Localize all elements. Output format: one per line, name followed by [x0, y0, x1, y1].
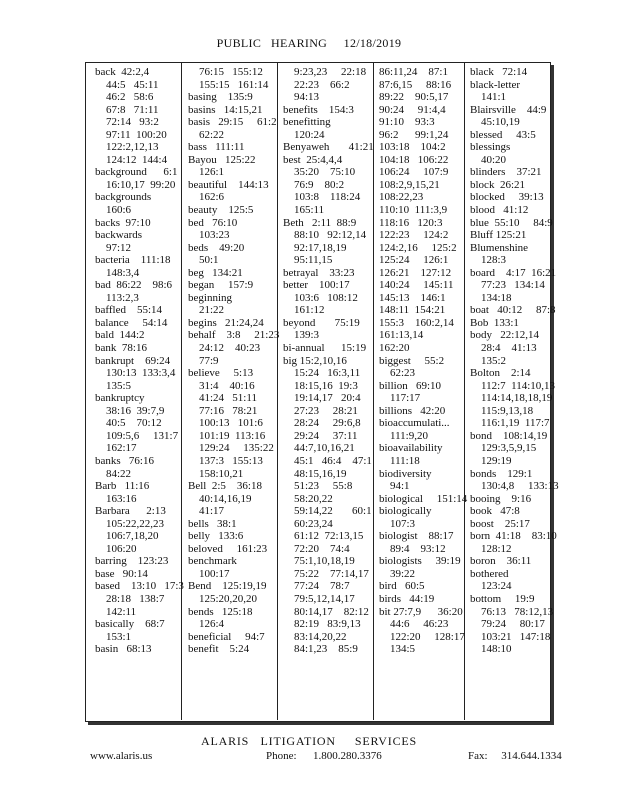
index-entry-line: 135:5: [95, 379, 132, 392]
index-entry-line: 165:11: [283, 204, 325, 217]
index-entry-line: bankruptcy: [95, 392, 145, 405]
index-entry-line: 163:16: [95, 492, 137, 505]
index-entry-line: 117:17: [379, 392, 421, 405]
index-column-1: [95, 66, 184, 656]
index-entry-line: benefit 5:24: [188, 643, 250, 656]
index-entry-line: blocked 39:13: [470, 191, 544, 204]
index-entry-line: beg 134:21: [188, 266, 243, 279]
index-entry-line: 162:6: [188, 191, 225, 204]
index-entry-line: basin 68:13: [95, 643, 152, 656]
index-entry-line: 118:16 120:3: [379, 216, 443, 229]
index-entry-line: 114:14,18,18,19: [470, 392, 553, 405]
index-entry-line: 80:14,17 82:12: [283, 605, 369, 618]
index-entry-line: believe 5:13: [188, 367, 254, 380]
index-entry-line: 44:5 45:11: [95, 78, 159, 91]
index-column-5: [470, 66, 559, 656]
index-entry-line: 87:6,15 88:16: [379, 78, 452, 91]
index-entry-line: body 22:12,14: [470, 329, 540, 342]
index-entry-line: 95:11,15: [283, 254, 333, 267]
index-entry-line: backwards: [95, 229, 143, 242]
index-entry-line: barring 123:23: [95, 555, 169, 568]
index-entry-line: 110:10 111:3,9: [379, 204, 448, 217]
index-entry-line: beginning: [188, 291, 232, 304]
index-entry-line: 16:10,17 99:20: [95, 178, 176, 191]
index-entry-line: 148:3,4: [95, 266, 140, 279]
index-entry-line: 72:20 74:4: [283, 542, 350, 555]
index-entry-line: bald 144:2: [95, 329, 145, 342]
index-entry-line: 148:11 154:21: [379, 304, 446, 317]
index-entry-line: 19:14,17 20:4: [283, 392, 361, 405]
index-entry-line: 129:3,5,9,15: [470, 442, 537, 455]
index-entry-line: 155:15 161:14: [188, 78, 269, 91]
index-column-4: [379, 66, 468, 656]
index-entry-line: Blairsville 44:9: [470, 103, 547, 116]
index-column-2: [188, 66, 280, 656]
index-entry-line: basins 14:15,21: [188, 103, 263, 116]
index-entry-line: 9:23,23 22:18: [283, 66, 367, 78]
index-entry-line: 48:15,16,19: [283, 467, 347, 480]
index-entry-line: 126:21 127:12: [379, 266, 452, 279]
index-entry-line: booing 9:16: [470, 492, 532, 505]
index-entry-line: bad 86:22 98:6: [95, 279, 172, 292]
index-entry-line: Bob 133:1: [470, 316, 519, 329]
index-entry-line: 142:11: [95, 605, 137, 618]
index-entry-line: 134:18: [470, 291, 512, 304]
index-entry-line: 84:1,23 85:9: [283, 643, 358, 656]
index-entry-line: 111:9,20: [379, 429, 428, 442]
index-entry-line: 124:2,16 125:2: [379, 241, 457, 254]
index-entry-line: basically 68:7: [95, 618, 165, 631]
index-entry-line: 122:2,12,13: [95, 141, 159, 154]
index-entry-line: bothered: [470, 567, 509, 580]
index-entry-line: 50:1: [188, 254, 219, 267]
index-entry-line: 108:2,9,15,21: [379, 178, 440, 191]
index-entry-line: 27:23 28:21: [283, 404, 358, 417]
index-entry-line: 45:1 46:4 47:1: [283, 454, 372, 467]
index-entry-line: 77:16 78:21: [188, 404, 258, 417]
index-entry-line: 76:15 155:12: [188, 66, 263, 78]
index-entry-line: bends 125:18: [188, 605, 253, 618]
index-entry-line: billions 42:20: [379, 404, 446, 417]
index-entry-line: boost 25:17: [470, 517, 530, 530]
index-entry-line: blessings: [470, 141, 511, 154]
index-entry-line: 162:17: [95, 442, 137, 455]
index-entry-line: 62:22: [188, 128, 225, 141]
index-entry-line: 28:18 138:7: [95, 592, 165, 605]
index-entry-line: backgrounds: [95, 191, 152, 204]
index-entry-line: 84:22: [95, 467, 132, 480]
index-entry-line: 106:7,18,20: [95, 530, 159, 543]
index-entry-line: bond 108:14,19: [470, 429, 548, 442]
index-entry-line: 109:5,6 131:7: [95, 429, 179, 442]
index-entry-line: biological 151:14: [379, 492, 468, 505]
index-entry-line: 41:17: [188, 505, 225, 518]
index-entry-line: 28:24 29:6,8: [283, 417, 361, 430]
index-entry-line: bioavailability: [379, 442, 443, 455]
index-entry-line: 141:1: [470, 91, 507, 104]
index-entry-line: 100:13 101:6: [188, 417, 263, 430]
index-entry-line: biologist 88:17: [379, 530, 454, 543]
index-entry-line: 75:22 77:14,17: [283, 567, 369, 580]
index-entry-line: beds 49:20: [188, 241, 245, 254]
index-entry-line: 79:5,12,14,17: [283, 592, 355, 605]
index-entry-line: blinders 37:21: [470, 166, 542, 179]
index-entry-line: 106:24 107:9: [379, 166, 449, 179]
index-entry-line: 153:1: [95, 630, 132, 643]
index-entry-line: big 15:2,10,16: [283, 354, 347, 367]
index-entry-line: 40:5 70:12: [95, 417, 162, 430]
index-entry-line: 59:14,22 60:1: [283, 505, 372, 518]
index-entry-line: 105:22,22,23: [95, 517, 165, 530]
index-entry-line: Barb 11:16: [95, 480, 150, 493]
index-entry-line: boat 40:12 87:8: [470, 304, 556, 317]
index-entry-line: Bolton 2:14: [470, 367, 531, 380]
index-column-3: [283, 66, 374, 656]
index-entry-line: 115:9,13,18: [470, 404, 534, 417]
index-entry-line: 60:23,24: [283, 517, 333, 530]
index-entry-line: bank 78:16: [95, 342, 147, 355]
index-entry-line: 120:24: [283, 128, 325, 141]
index-entry-line: 134:5: [379, 643, 416, 656]
index-entry-line: 40:20: [470, 153, 507, 166]
index-entry-line: beneficial 94:7: [188, 630, 265, 643]
index-entry-line: Barbara 2:13: [95, 505, 166, 518]
index-entry-line: 15:24 16:3,11: [283, 367, 361, 380]
index-entry-line: 83:14,20,22: [283, 630, 347, 643]
index-entry-line: Blumenshine: [470, 241, 529, 254]
column-divider: [277, 62, 278, 720]
index-entry-line: background 6:1: [95, 166, 178, 179]
index-entry-line: 129:19: [470, 454, 512, 467]
index-entry-line: 129:24 135:22: [188, 442, 274, 455]
index-entry-line: 124:12 144:4: [95, 153, 168, 166]
index-entry-line: 89:22 90:5,17: [379, 91, 449, 104]
index-entry-line: Bell 2:5 36:18: [188, 480, 262, 493]
index-entry-line: 31:4 40:16: [188, 379, 255, 392]
index-entry-line: board 4:17 16:21: [470, 266, 557, 279]
index-entry-line: 77:23 134:14: [470, 279, 545, 292]
index-entry-line: 89:4 93:12: [379, 542, 446, 555]
index-entry-line: boron 36:11: [470, 555, 532, 568]
index-entry-line: 125:24 126:1: [379, 254, 449, 267]
index-entry-line: 35:20 75:10: [283, 166, 356, 179]
index-entry-line: birds 44:19: [379, 592, 435, 605]
index-entry-line: 90:24 91:4,4: [379, 103, 446, 116]
index-entry-line: 77:24 78:7: [283, 580, 350, 593]
index-entry-line: bi-annual 15:19: [283, 342, 367, 355]
index-entry-line: Beth 2:11 88:9: [283, 216, 357, 229]
index-entry-line: 116:1,19 117:7: [470, 417, 550, 430]
index-entry-line: 123:24: [470, 580, 512, 593]
index-entry-line: biologically: [379, 505, 432, 518]
index-entry-line: 22:23 66:2: [283, 78, 350, 91]
index-entry-line: better 100:17: [283, 279, 350, 292]
index-entry-line: 162:20: [379, 342, 410, 355]
page-header: PUBLIC HEARING 12/18/2019: [216, 36, 402, 50]
index-entry-line: 140:24 145:11: [379, 279, 454, 292]
index-entry-line: 113:2,3: [95, 291, 139, 304]
index-entry-line: blood 41:12: [470, 204, 529, 217]
index-entry-line: 29:24 37:11: [283, 429, 358, 442]
index-entry-line: 126:1: [188, 166, 225, 179]
index-entry-line: 128:12: [470, 542, 512, 555]
index-entry-line: 46:2 58:6: [95, 91, 154, 104]
index-entry-line: 103:6 108:12: [283, 291, 358, 304]
index-entry-line: bird 60:5: [379, 580, 425, 593]
index-entry-line: 94:13: [283, 91, 320, 104]
index-entry-line: biggest 55:2: [379, 354, 445, 367]
index-entry-line: back 42:2,4: [95, 66, 150, 78]
index-entry-line: 82:19 83:9,13: [283, 618, 361, 631]
footer-fax: Fax: 314.644.1334: [468, 750, 562, 762]
index-entry-line: 76:9 80:2: [283, 178, 345, 191]
index-entry-line: 103:18 104:2: [379, 141, 446, 154]
index-entry-line: black-letter: [470, 78, 521, 91]
index-entry-line: 75:1,10,18,19: [283, 555, 355, 568]
index-entry-line: bells 38:1: [188, 517, 237, 530]
footer-website: www.alaris.us: [90, 750, 153, 762]
index-entry-line: 103:21 147:18: [470, 630, 551, 643]
index-entry-line: belly 133:6: [188, 530, 244, 543]
index-entry-line: 91:10 93:3: [379, 116, 435, 129]
index-entry-line: 160:6: [95, 204, 132, 217]
index-entry-line: 130:4,8 133:13: [470, 480, 559, 493]
index-entry-line: behalf 3:8 21:23: [188, 329, 280, 342]
index-entry-line: Bluff 125:21: [470, 229, 527, 242]
index-entry-line: bed 76:10: [188, 216, 238, 229]
footer-company: ALARIS LITIGATION SERVICES: [201, 734, 417, 748]
index-entry-line: 101:19 113:16: [188, 429, 266, 442]
index-entry-line: beloved 161:23: [188, 542, 268, 555]
index-entry-line: 86:11,24 87:1: [379, 66, 448, 78]
index-entry-line: 155:3 160:2,14: [379, 316, 454, 329]
index-entry-line: 44:7,10,16,21: [283, 442, 355, 455]
index-entry-line: 100:17: [188, 567, 230, 580]
index-entry-line: billion 69:10: [379, 379, 442, 392]
index-entry-line: betrayal 33:23: [283, 266, 355, 279]
index-entry-line: bankrupt 69:24: [95, 354, 171, 367]
index-entry-line: Benyaweh 41:21: [283, 141, 374, 154]
index-entry-line: bacteria 111:18: [95, 254, 171, 267]
index-entry-line: 38:16 39:7,9: [95, 404, 165, 417]
index-entry-line: born 41:18 83:10: [470, 530, 557, 543]
index-entry-line: 88:10 92:12,14: [283, 229, 367, 242]
index-entry-line: benefitting: [283, 116, 331, 129]
index-entry-line: 76:13 78:12,13: [470, 605, 554, 618]
index-entry-line: 148:10: [470, 643, 512, 656]
index-entry-line: balance 54:14: [95, 316, 168, 329]
index-entry-line: 72:14 93:2: [95, 116, 159, 129]
index-entry-line: 39:22: [379, 567, 416, 580]
index-entry-line: 122:20 128:17: [379, 630, 465, 643]
index-entry-line: 103:8 118:24: [283, 191, 361, 204]
index-entry-line: 112:7 114:10,13: [470, 379, 556, 392]
index-entry-line: 125:20,20,20: [188, 592, 258, 605]
index-entry-line: 92:17,18,19: [283, 241, 347, 254]
index-entry-line: 28:4 41:13: [470, 342, 537, 355]
index-entry-line: blue 55:10 84:9: [470, 216, 553, 229]
index-entry-line: benchmark: [188, 555, 237, 568]
index-entry-line: benefits 154:3: [283, 103, 354, 116]
index-entry-line: based 13:10 17:3: [95, 580, 184, 593]
index-entry-line: basis 29:15 61:2: [188, 116, 277, 129]
index-entry-line: 111:18: [379, 454, 420, 467]
index-entry-line: beautiful 144:13: [188, 178, 269, 191]
index-entry-line: Bayou 125:22: [188, 153, 256, 166]
index-entry-line: base 90:14: [95, 567, 148, 580]
index-entry-line: 108:22,23: [379, 191, 424, 204]
index-entry-line: beyond 75:19: [283, 316, 360, 329]
index-entry-line: 44:6 46:23: [379, 618, 449, 631]
index-entry-line: 107:3: [379, 517, 416, 530]
index-entry-line: beauty 125:5: [188, 204, 254, 217]
index-entry-line: 21:22: [188, 304, 225, 317]
index-entry-line: block 26:21: [470, 178, 525, 191]
index-entry-line: 103:23: [188, 229, 230, 242]
index-entry-line: 104:18 106:22: [379, 153, 449, 166]
index-entry-line: 106:20: [95, 542, 137, 555]
index-entry-line: 94:1: [379, 480, 410, 493]
index-entry-line: biologists 39:19: [379, 555, 461, 568]
index-entry-line: baffled 55:14: [95, 304, 163, 317]
index-entry-line: black 72:14: [470, 66, 528, 78]
index-entry-line: 58:20,22: [283, 492, 333, 505]
index-entry-line: 135:2: [470, 354, 507, 367]
index-entry-line: bit 27:7,9 36:20: [379, 605, 463, 618]
index-entry-line: 96:2 99:1,24: [379, 128, 449, 141]
index-entry-line: bonds 129:1: [470, 467, 533, 480]
index-entry-line: 40:14,16,19: [188, 492, 252, 505]
index-entry-line: 24:12 40:23: [188, 342, 261, 355]
index-entry-line: blessed 43:5: [470, 128, 536, 141]
index-entry-line: basing 135:9: [188, 91, 253, 104]
index-entry-line: 139:3: [283, 329, 320, 342]
column-divider: [373, 62, 374, 720]
index-entry-line: 61:12 72:13,15: [283, 530, 364, 543]
index-entry-line: 79:24 80:17: [470, 618, 545, 631]
index-entry-line: 161:13,14: [379, 329, 424, 342]
index-entry-line: 158:10,21: [188, 467, 244, 480]
index-entry-line: 145:13 146:1: [379, 291, 446, 304]
index-entry-line: 122:23 124:2: [379, 229, 449, 242]
index-entry-line: 130:13 133:3,4: [95, 367, 176, 380]
footer-phone: Phone: 1.800.280.3376: [266, 750, 382, 762]
index-entry-line: 51:23 55:8: [283, 480, 353, 493]
index-entry-line: 161:12: [283, 304, 325, 317]
index-entry-line: 67:8 71:11: [95, 103, 159, 116]
index-entry-line: 97:11 100:20: [95, 128, 167, 141]
index-entry-line: book 47:8: [470, 505, 520, 518]
index-entry-line: bottom 19:9: [470, 592, 535, 605]
index-entry-line: backs 97:10: [95, 216, 151, 229]
column-divider: [181, 62, 182, 720]
index-entry-line: 97:12: [95, 241, 132, 254]
index-entry-line: 62:23: [379, 367, 416, 380]
index-entry-line: 126:4: [188, 618, 225, 631]
index-entry-line: 137:3 155:13: [188, 454, 263, 467]
index-entry-line: 18:15,16 19:3: [283, 379, 358, 392]
index-entry-line: best 25:4,4,4: [283, 153, 343, 166]
index-entry-line: biodiversity: [379, 467, 432, 480]
index-entry-line: bioaccumulati...: [379, 417, 450, 430]
index-entry-line: Bend 125:19,19: [188, 580, 267, 593]
index-entry-line: banks 76:16: [95, 454, 154, 467]
index-entry-line: 128:3: [470, 254, 507, 267]
index-entry-line: 77:9: [188, 354, 219, 367]
index-entry-line: 41:24 51:11: [188, 392, 257, 405]
index-entry-line: 45:10,19: [470, 116, 520, 129]
index-entry-line: begins 21:24,24: [188, 316, 264, 329]
index-entry-line: bass 111:11: [188, 141, 245, 154]
index-entry-line: began 157:9: [188, 279, 254, 292]
